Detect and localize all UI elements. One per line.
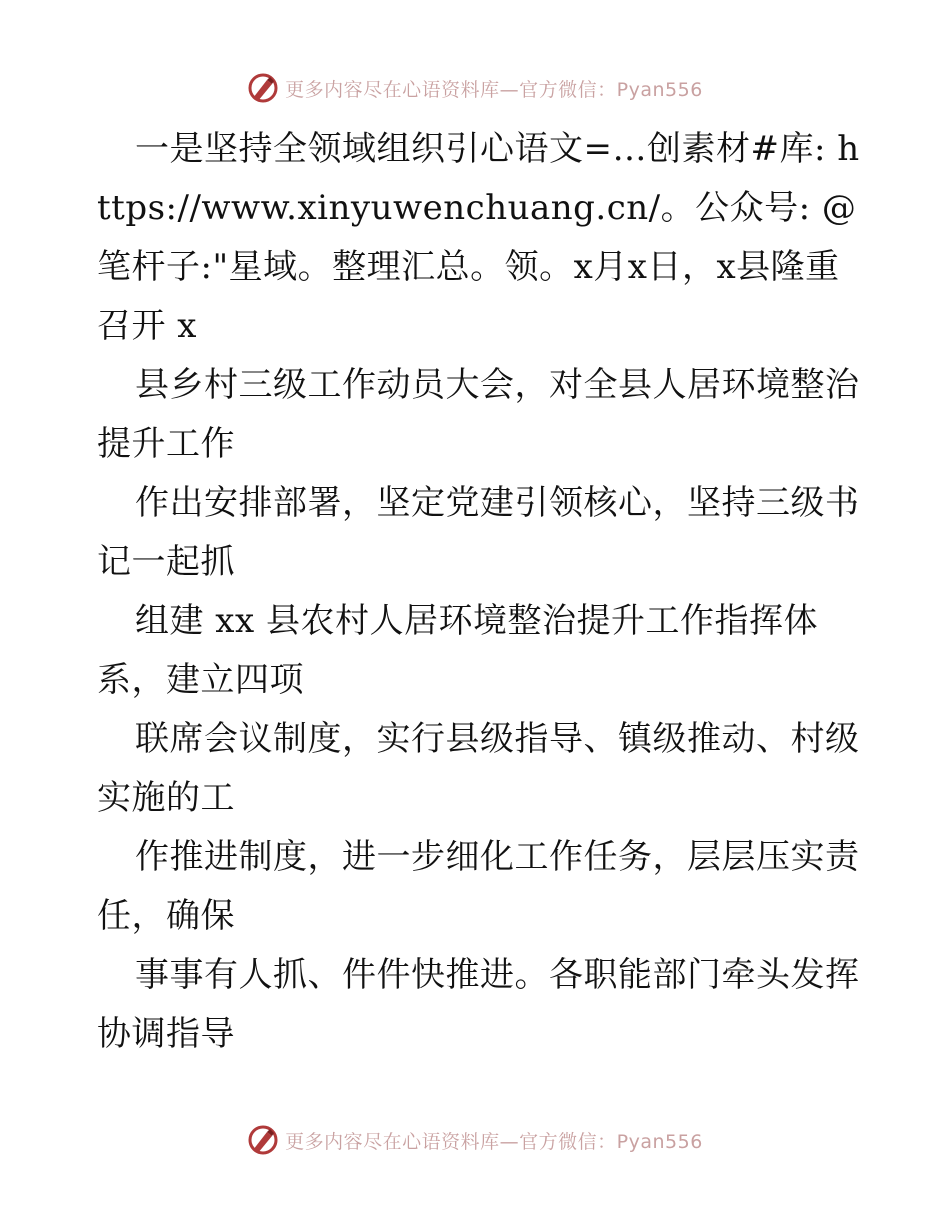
paragraph: 联席会议制度，实行县级指导、镇级推动、村级实施的工 [97, 719, 860, 818]
paragraph: 一是坚持全领域组织引心语文=…创素材#库: https://www.xinyuwenchuang.cn/。公众号: @笔杆子:"星域。整理汇总。领。x月x日，x县隆重召开 x [97, 129, 860, 346]
footer-watermark [0, 1124, 950, 1156]
watermark-text: 更多内容尽在心语资料库—官方微信：Pyan556 [285, 78, 703, 101]
pen-logo-icon [247, 72, 279, 104]
paragraph: 作出安排部署，坚定党建引领核心，坚持三级书记一起抓 [97, 483, 860, 582]
watermark-text: 更多内容尽在心语资料库—官方微信：Pyan556 [285, 1130, 703, 1153]
paragraph: 作推进制度，进一步细化工作任务，层层压实责任，确保 [97, 837, 860, 936]
header-watermark [0, 72, 950, 104]
paragraph: 组建 xx 县农村人居环境整治提升工作指挥体系，建立四项 [97, 601, 818, 700]
pen-logo-icon [247, 1124, 279, 1156]
paragraph: 事事有人抓、件件快推进。各职能部门牵头发挥协调指导 [97, 955, 860, 1054]
document-body [97, 120, 867, 1064]
paragraph: 县乡村三级工作动员大会，对全县人居环境整治提升工作 [97, 365, 860, 464]
